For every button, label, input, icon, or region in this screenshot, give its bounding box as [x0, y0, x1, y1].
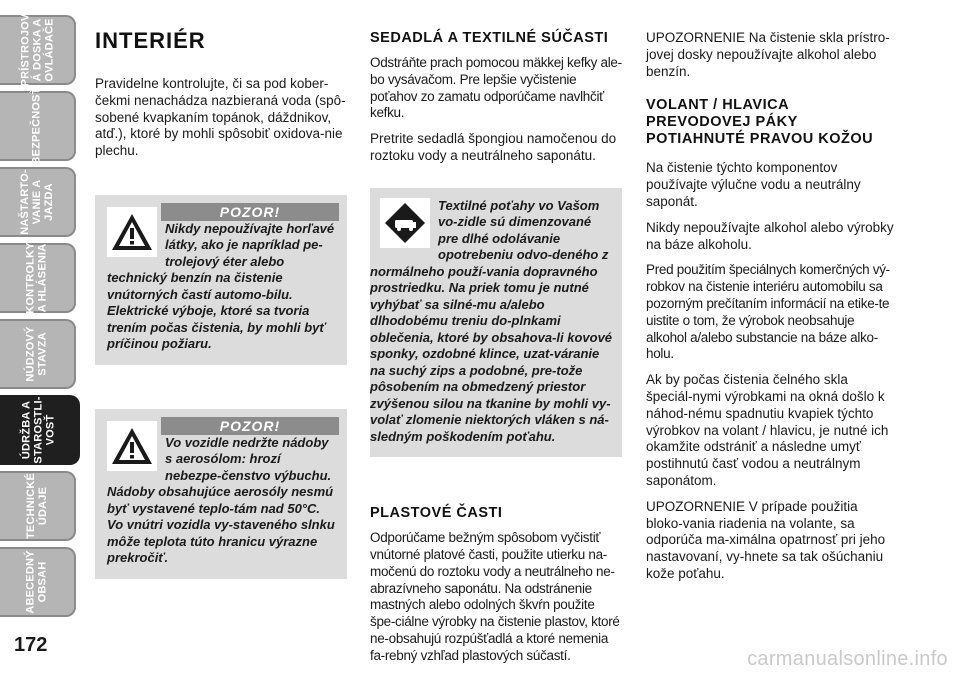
tab-label: KONTROLKY A HLÁSENIA: [25, 242, 49, 314]
section-title-plastic: PLASTOVÉ ČASTI: [370, 505, 503, 522]
tab-pristrojova-doska[interactable]: [0, 15, 76, 85]
warning-heading: POZOR!: [161, 417, 339, 435]
paragraph: UPOZORNENIE V prípade použitia bloko-vania riadenia na volante, sa odporúča ma-ximálna opatrnosť pri jeho nastavovaní, vy-hnete sa tak ošúchaniu kože poťahu.: [646, 498, 886, 581]
tab-udrzba[interactable]: [0, 395, 80, 465]
warning-triangle-icon: [107, 207, 157, 257]
tab-label: NAŠTARTO- VANIE A JAZDA: [19, 169, 55, 235]
paragraph: UPOZORNENIE Na čistenie skla prístro-jovej dosky nepoužívajte alkohol alebo benzín.: [646, 30, 890, 79]
column-left: [95, 20, 347, 579]
tab-label: TECHNICKÉ ÚDAJE: [25, 473, 49, 539]
paragraph: Pretrite sedadlá špongiou namočenou do roztoku vody a neutrálneho saponátu.: [370, 131, 617, 163]
page-number: 172: [14, 634, 48, 656]
paragraph: Odporúčame bežným spôsobom vyčistiť vnútorné platové časti, použite utierku na-močenú do roztoku vody a neutrálneho ne-abrazívneho saponátu. Na odstránenie mastných alebo odolných škvŕn použite špe-ciálne výrobky na čistenie plastov, ktoré ne-obsahujú rozpúšťadlá a ktoré nemenia fa-rebný vzhľad plastových súčastí.: [370, 530, 620, 663]
tab-nudzovy-stav[interactable]: [0, 319, 76, 389]
warning-text: Vo vozidle nedržte nádoby s aerosólom: hrozí nebezpe-čenstvo výbuchu. Nádoby obsahujúce aerosóly nesmú byť vystavené teplo-tám nad 50°C. Vo vnútri vozidla vy-staveného slnku môže teplota túto hranicu výrazne prekročiť.: [107, 434, 335, 566]
warning-text: Nikdy nepoužívajte horľavé látky, ako je napríklad pe-trolejový éter alebo technický benzín na čistenie vnútorných častí automo-bilu. Elektrické výboje, ktoré sa tvoria trením počas čistenia, by mohli byť príčinou požiaru.: [107, 220, 335, 352]
paragraph: Pred použitím špeciálnych komerčných vý-robkov na čistenie interiéru automobilu sa pozorným prečítaním informácií na etike-te uistite o tom, že výrobok neobsahuje alkohol a/alebo substancie na báze alko-holu.: [646, 262, 890, 362]
tab-kontrolky[interactable]: [0, 243, 76, 313]
tab-bezpecnost[interactable]: [0, 87, 76, 165]
vehicle-road-sign-icon: [380, 198, 430, 248]
tab-label: BEZPEČNOSŤ: [31, 87, 43, 165]
paragraph: Nikdy nepoužívajte alkohol alebo výrobky na báze alkoholu.: [646, 219, 894, 252]
warning-box-aerosol: [95, 409, 347, 579]
tab-label: PRÍSTROJOV Á DOSKA A OVLÁDAČE: [19, 13, 55, 87]
tab-label: ABECEDNÝ OBSAH: [25, 550, 49, 614]
textile-note-box: [370, 188, 622, 458]
section-title: VOLANT / HLAVICA PREVODOVEJ PÁKY POTIAHNUTÉ PRAVOU KOŽOU: [646, 97, 874, 148]
column-right: [646, 30, 896, 592]
warning-heading: POZOR!: [161, 203, 339, 221]
tab-label: ÚDRŽBA A STAROSTLI- VOSŤ: [21, 396, 57, 464]
watermark: carmanualsonline.info: [747, 648, 948, 670]
section-title: INTERIÉR: [95, 28, 206, 53]
paragraph: Ak by počas čistenia čelného skla špeciál-nymi výrobkami na okná došlo k náhod-nému spadnutiu kvapiek týchto výrobkov na volant / hlavicu, je nutné ich okamžite odstrániť a následne umyť postihnutú časť vodou a neutrálnym saponátom.: [646, 372, 889, 488]
column-middle: [370, 30, 622, 674]
tab-abecedny-obsah[interactable]: [0, 547, 76, 617]
tab-technicke-udaje[interactable]: [0, 471, 76, 541]
section-title: SEDADLÁ A TEXTILNÉ SÚČASTI: [370, 30, 609, 46]
warning-triangle-icon: [107, 421, 157, 471]
warning-box-flammable: [95, 195, 347, 365]
textile-note-text: Textilné poťahy vo Vašom vo-zidle sú dimenzované pre dlhé odolávanie opotrebeniu odvo-deného z normálneho použí-vania dopravného prostriedku. Na priek tomu je nutné vyhýbať sa silné-mu a/alebo dlhodobému treniu do-plnkami oblečenia, ktoré by obsahova-li kovové sponky, ozdobné klince, uzat-váranie na suchý zips a podobné, pre-tože pôsobením na obmedzený priestor zvýšenou silou na tkanine by mohli vy-volať zlomenie niektorých vláken s ná-sledným poškodením poťahu.: [370, 197, 613, 444]
tab-label: NÚDZOVÝ STAVZA: [25, 326, 49, 382]
paragraph: Na čistenie týchto komponentov používajte výlučne vodu a neutrálny saponát.: [646, 160, 861, 209]
paragraph: Odstráňte prach pomocou mäkkej kefky ale-bo vysávačom. Pre lepšie vyčistenie poťahov zo zamatu odporúčame navlhčiť kefku.: [370, 55, 622, 121]
intro-paragraph: Pravidelne kontrolujte, či sa pod kober-čekmi nenachádza nazbieraná voda (spô-sobené kvapkaním topánok, dáždnikov, atď.), ktoré by mohli spôsobiť oxidova-nie plechu.: [95, 76, 346, 159]
tab-nastartovanie[interactable]: [0, 167, 76, 237]
